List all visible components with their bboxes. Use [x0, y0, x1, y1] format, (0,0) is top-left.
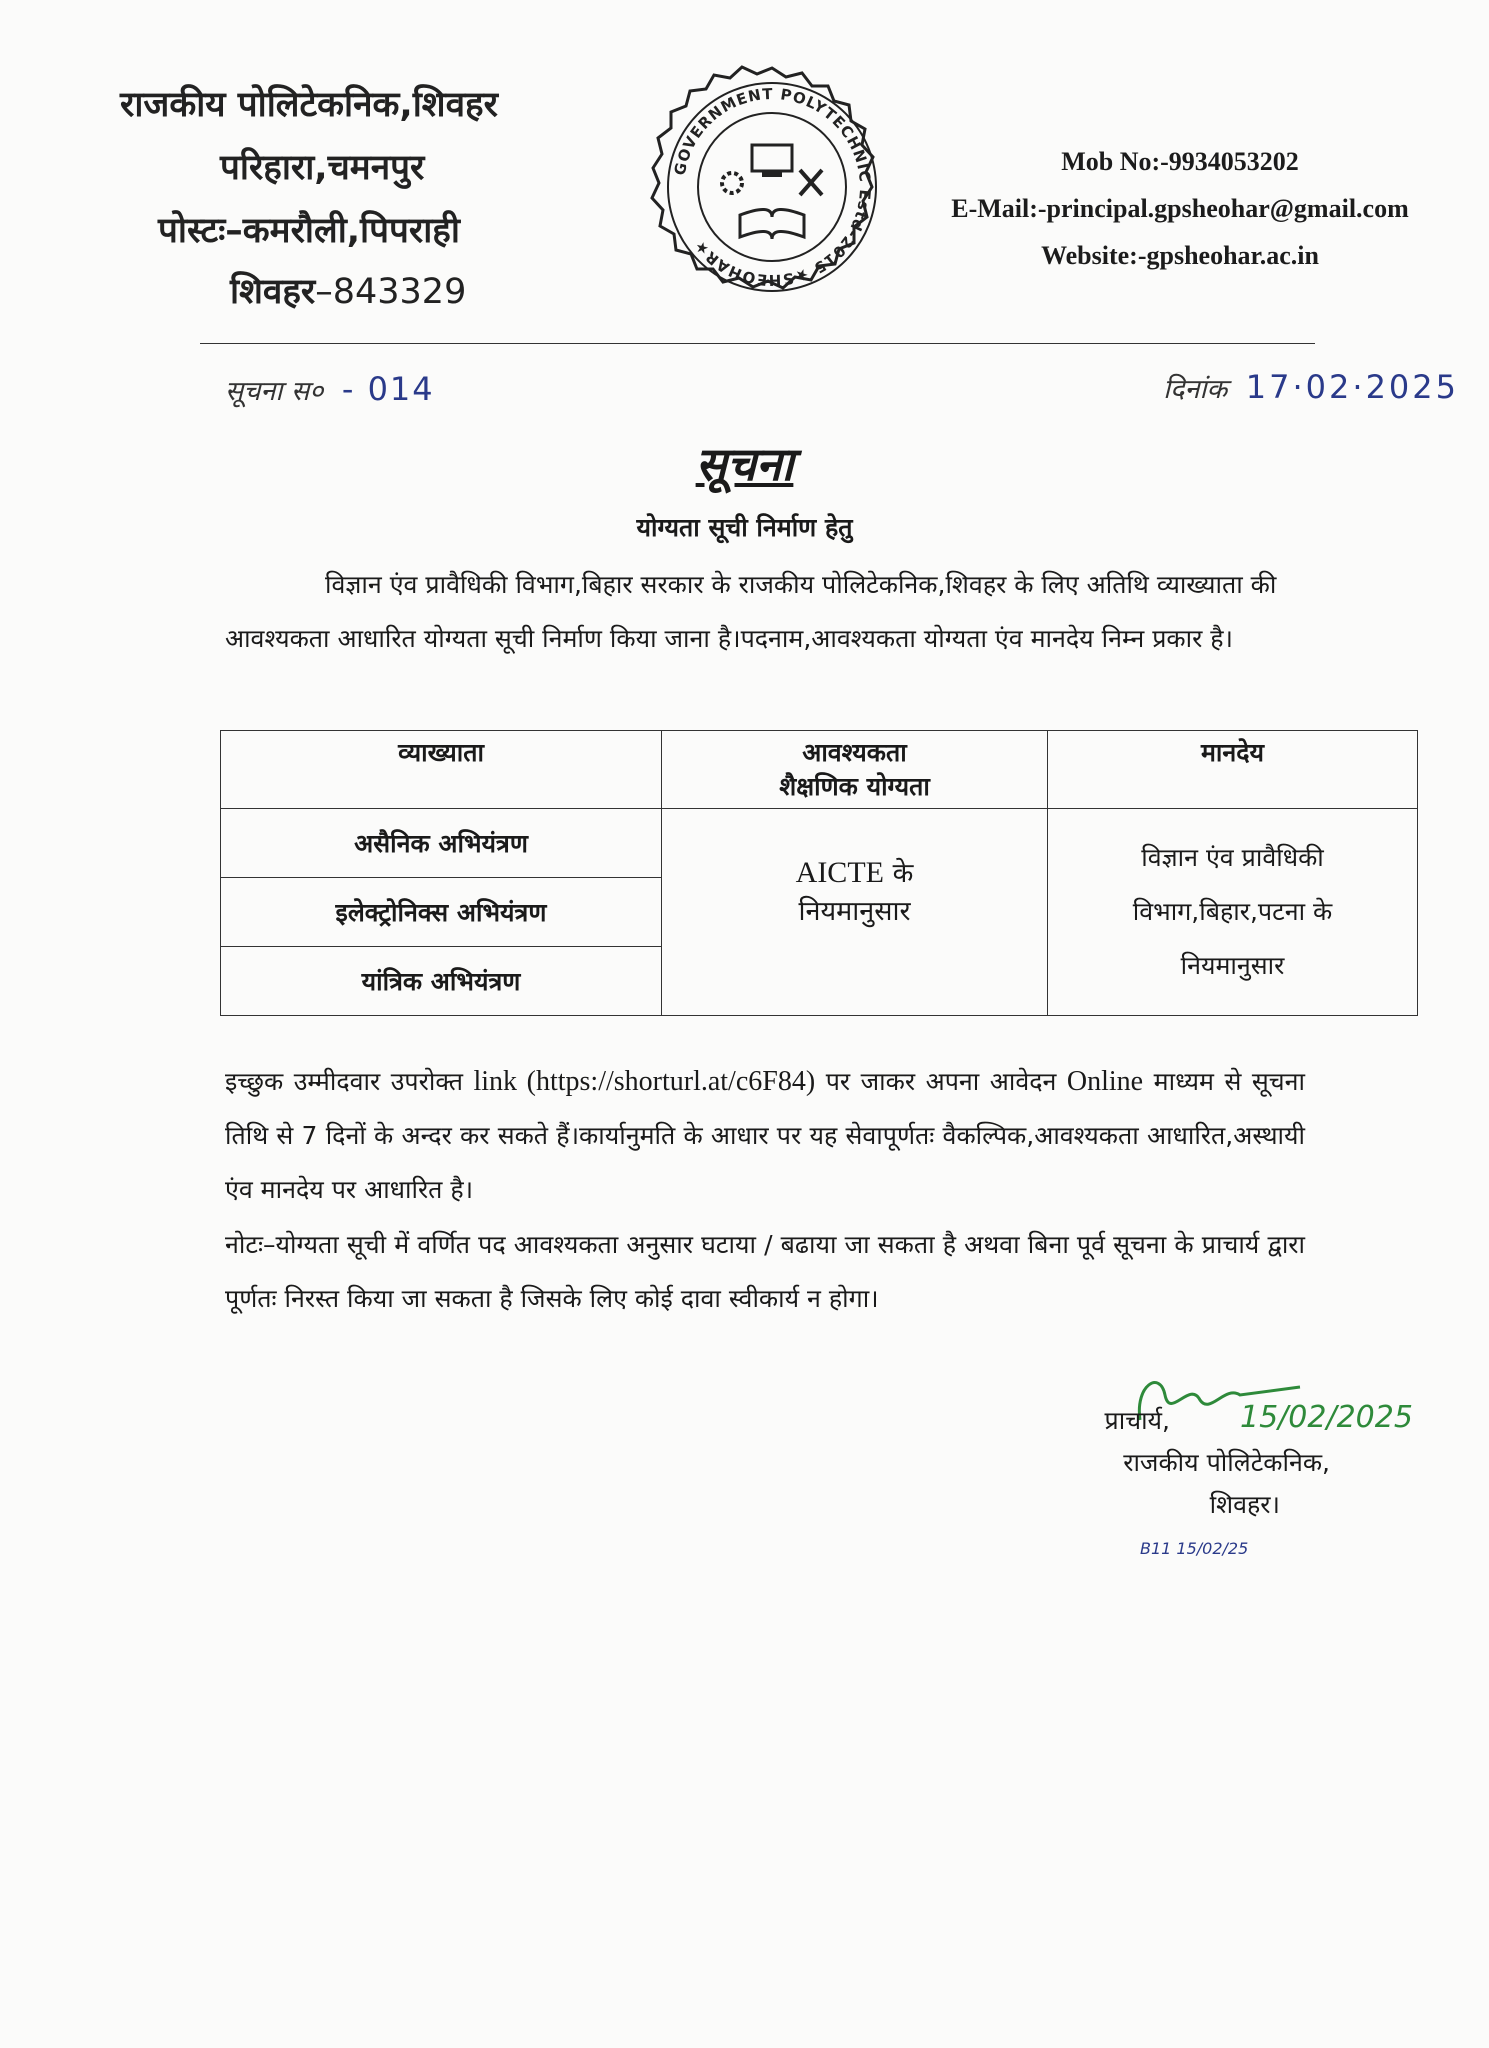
apply-paragraph [225, 1055, 1305, 1217]
date-label: दिनांक [1163, 374, 1228, 405]
address-line-3: पोस्टः–कमरौली,पिपराही [158, 211, 460, 251]
letterhead-address [120, 80, 620, 314]
header-honorarium: मानदेय [1048, 731, 1418, 809]
notice-subtitle: योग्यता सूची निर्माण हेतु [636, 513, 853, 542]
signatory-city: शिवहर। [1209, 1490, 1280, 1519]
contact-info [910, 138, 1450, 279]
apply-text-1: इच्छुक उम्मीदवार उपरोक्त [225, 1067, 474, 1096]
online-word: Online [1066, 1066, 1144, 1097]
qualification-cell [662, 809, 1048, 1016]
apply-text-3: माध्यम से सूचना तिथि से 7 दिनों के अन्दर कर सकते हैं।कार्यानुमति के आधार पर यह सेवापूर्णतः वैकल्पिक,आवश्यकता आधारित,अस्थायी एंव मानदेय पर आधारित है। [225, 1067, 1305, 1204]
address-pin: –843329 [315, 272, 467, 312]
header-lecturer: व्याख्याता [221, 731, 662, 809]
signatory-designation: प्राचार्य, [1104, 1406, 1170, 1435]
dispatch-initials [1120, 1530, 1249, 1590]
email-address: E-Mail:-principal.gpsheohar@gmail.com [951, 194, 1409, 223]
notice-date [1163, 368, 1459, 406]
honorarium-line-3: नियमानुसार [1180, 951, 1285, 980]
website: Website:-gpsheohar.ac.in [1041, 241, 1319, 270]
signatory-block [1010, 1400, 1330, 1526]
date-value: 17·02·2025 [1245, 368, 1459, 406]
intro-paragraph: विज्ञान एंव प्रावैधिकी विभाग,बिहार सरकार के राजकीय पोलिटेकनिक,शिवहर के लिए अतिथि व्याख्याता की आवश्यकता आधारित योग्यता सूची निर्माण किया जाना है।पदनाम,आवश्यकता योग्यता एंव मानदेय निम्न प्रकार है। [225, 570, 1277, 653]
posts-table [220, 730, 1418, 1016]
note-paragraph: नोटः–योग्यता सूची में वर्णित पद आवश्यकता अनुसार घटाया / बढाया जा सकता है अथवा बिना पूर्व सूचना के प्राचार्य द्वारा पूर्णतः निरस्त किया जा सकता है जिसके लिए कोई दावा स्वीकार्य न होगा। [225, 1230, 1305, 1313]
signatory-institution: राजकीय पोलिटेकनिक, [1123, 1448, 1330, 1477]
subject-mechanical: यांत्रिक अभियंत्रण [221, 947, 662, 1016]
seal-text: GOVERNMENT POLYTECHNIC Estd-2015 ★SHEOHAR★ [670, 84, 875, 290]
institution-seal-logo [650, 65, 895, 310]
svg-text:GOVERNMENT POLYTECHNIC Estd-20 [671, 85, 874, 289]
application-link[interactable]: link (https://shorturl.at/c6F84) [473, 1066, 816, 1097]
signature-date: 15/02/2025 [1240, 1400, 1413, 1435]
header-divider [200, 343, 1315, 344]
qualification-ke: के [892, 857, 914, 889]
address-line-1: राजकीय पोलिटेकनिक,शिवहर [120, 85, 498, 125]
header-qualification [662, 731, 1048, 809]
header-qualification-line1: आवश्यकता [802, 738, 907, 767]
subject-electronics: इलेक्ट्रोनिक्स अभियंत्रण [221, 878, 662, 947]
honorarium-cell [1048, 809, 1418, 1016]
header-qualification-line2: शैक्षणिक योग्यता [779, 772, 930, 801]
notice-number [225, 370, 435, 408]
table-header-row [221, 731, 1418, 809]
subject-civil: असैनिक अभियंत्रण [221, 809, 662, 878]
mobile-number: Mob No:-9934053202 [1061, 147, 1299, 176]
initials-text: B11 15/02/25 [1140, 1539, 1249, 1558]
apply-text-2: पर जाकर अपना आवेदन [815, 1067, 1067, 1096]
address-line-2: परिहारा,चमनपुर [220, 148, 425, 188]
address-city: शिवहर [230, 272, 316, 312]
honorarium-line-1: विज्ञान एंव प्रावैधिकी [1141, 843, 1324, 872]
qualification-aicte: AICTE [795, 855, 884, 889]
notice-title: सूचना [695, 437, 794, 491]
honorarium-line-2: विभाग,बिहार,पटना के [1132, 897, 1333, 926]
notice-number-label: सूचना स० [225, 376, 324, 407]
address-line-4 [120, 267, 620, 314]
qualification-rules: नियमानुसार [798, 895, 911, 927]
table-row [221, 809, 1418, 878]
notice-number-value: - 014 [341, 370, 435, 408]
